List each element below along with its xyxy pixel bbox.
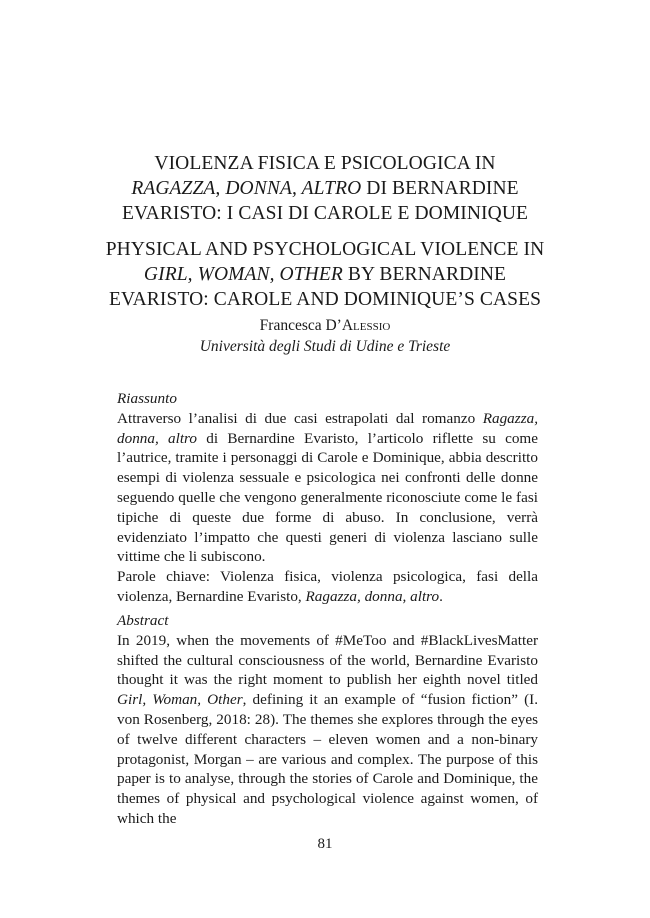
italian-title-line-2 <box>105 176 545 201</box>
italian-title-line-3: EVARISTO: I CASI DI CAROLE E DOMINIQUE <box>121 203 529 224</box>
abstract-novel-title: Girl, Woman, Other <box>117 691 243 709</box>
abstract-heading: Abstract <box>117 612 169 629</box>
riassunto-section <box>117 389 538 607</box>
italian-title <box>105 151 545 226</box>
abstract-paragraph <box>117 631 538 829</box>
riassunto-text-1: Attraverso l’analisi di due casi estrapolati dal romanzo <box>117 409 483 427</box>
riassunto-heading: Riassunto <box>117 390 177 407</box>
abstract-text-1: In 2019, when the movements of #MeToo and #BlackLivesMatter shifted the cultural consciousness of the world, Bernardine Evaristo thought it was the right moment to publish her eighth novel titled <box>117 631 538 689</box>
italian-title-line-1: VIOLENZA FISICA E PSICOLOGICA IN <box>154 153 496 174</box>
riassunto-novel-title: Ragazza, donna, altro <box>117 409 538 447</box>
novel-title-italian: RAGAZZA, DONNA, ALTRO <box>131 178 362 199</box>
keywords-paragraph <box>117 567 538 607</box>
author-affiliation: Università degli Studi di Udine e Trieste <box>199 338 451 355</box>
author-first-name: Francesca D’ <box>259 317 342 334</box>
english-title-line-2 <box>105 262 545 287</box>
abstract-section <box>117 611 538 829</box>
english-title <box>105 237 545 312</box>
keywords-novel-title: Ragazza, donna, altro <box>305 587 440 605</box>
english-title-line-2-rest: BY BERNARDINE <box>342 264 507 285</box>
novel-title-english: GIRL, WOMAN, OTHER <box>143 264 343 285</box>
riassunto-paragraph <box>117 409 538 567</box>
keywords-end: . <box>439 587 443 605</box>
english-title-line-1: PHYSICAL AND PSYCHOLOGICAL VIOLENCE IN <box>105 239 545 260</box>
author-name <box>105 316 545 336</box>
keywords-text: Parole chiave: Violenza fisica, violenza psicologica, fasi della violenza, Bernardine Evaristo, <box>117 568 538 605</box>
english-title-line-3: EVARISTO: CAROLE AND DOMINIQUE’S CASES <box>108 289 542 310</box>
abstract-text-2: , defining it an example of “fusion fiction” (I. von Rosenberg, 2018: 28). The themes she explores through the eyes of twelve different characters – eleven women and a non-binary protagonist, Morgan – are various and complex. The purpose of this paper is to analyse, through the stories of Carole and Dominique, the themes of physical and psychological violence against women, of which the <box>117 691 538 827</box>
italian-title-line-2-rest: DI BERNARDINE <box>361 178 519 199</box>
riassunto-text-2: di Bernardine Evaristo, l’articolo riflette su come l’autrice, tramite i personaggi di Carole e Dominique, abbia descritto esempi di violenza sessuale e psicologica nei confronti delle donne seguendo quelle che vengono generalmente riconosciute come le fasi tipiche di queste due forme di abuso. In conclusione, verrà evidenziato l’impatto che questi generi di violenza lasciano sulle vittime che li subiscono. <box>117 429 538 566</box>
author-last-name: Alessio <box>341 317 391 334</box>
page-number: 81 <box>317 836 333 852</box>
